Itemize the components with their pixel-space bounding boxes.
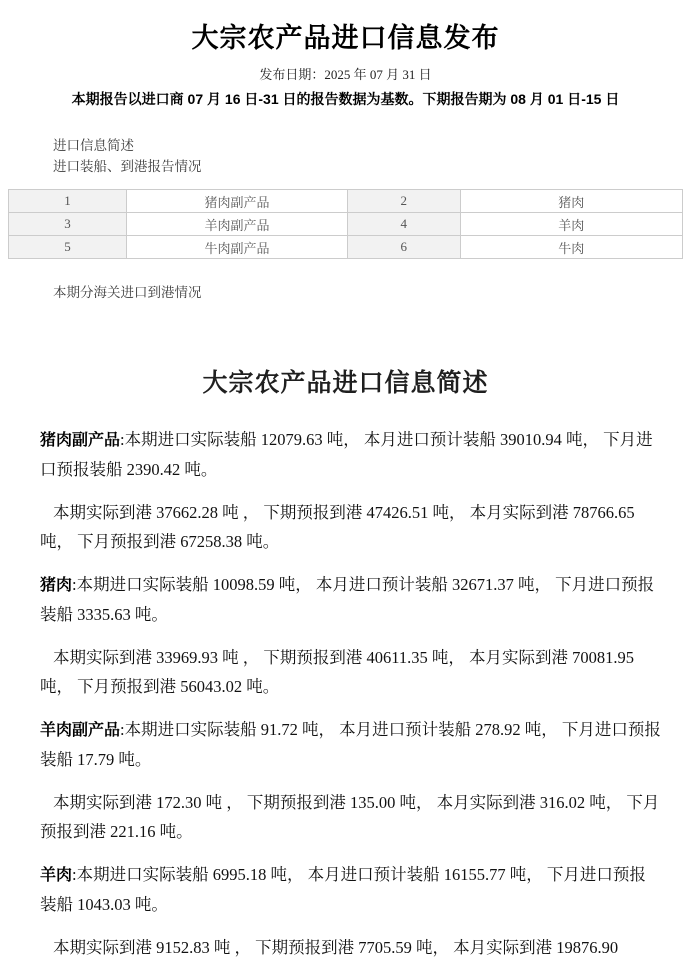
product-number-cell: 3 [9, 213, 127, 236]
product-number-cell: 5 [9, 236, 127, 259]
label-customs-arrival: 本期分海关进口到港情况 [53, 285, 202, 300]
table-row [9, 190, 683, 213]
paragraph-pork-arrival [40, 643, 661, 701]
summary-heading: 大宗农产品进口信息简述 [202, 370, 489, 397]
paragraph-text: :本期进口实际装船 91.72 吨， 本月进口预计装船 278.92 吨， 下月进口预报装船 17.79 吨。 [40, 720, 661, 769]
product-name-cell: 猪肉 [460, 190, 682, 213]
summary-paragraphs [40, 425, 661, 962]
product-lead: 猪肉副产品 [40, 432, 121, 449]
document-page [0, 16, 691, 962]
paragraph-text: :本期进口实际装船 12079.63 吨， 本月进口预计装船 39010.94 吨， 下月进口预报装船 2390.42 吨。 [40, 430, 653, 479]
paragraph-pork-shipping [40, 570, 661, 629]
publish-date: 发布日期：2025 年 07 月 31 日 [259, 67, 432, 82]
product-name-cell: 猪肉副产品 [126, 190, 347, 213]
table-row [9, 236, 683, 259]
paragraph-mutton-arrival [40, 933, 661, 962]
product-lead: 羊肉 [40, 867, 73, 884]
document-title: 大宗农产品进口信息发布 [191, 23, 500, 53]
section-labels [53, 135, 691, 177]
product-lead: 羊肉副产品 [40, 722, 121, 739]
label-shipping-arrival-report: 进口装船、到港报告情况 [53, 159, 202, 174]
paragraph-text: 本期实际到港 37662.28 吨 ， 下期预报到港 47426.51 吨， 本月实际到港 78766.65 吨， 下月预报到港 67258.38 吨。 [40, 503, 635, 551]
product-name-cell: 牛肉副产品 [126, 236, 347, 259]
paragraph-mutton-shipping [40, 860, 661, 919]
product-number-cell: 4 [348, 213, 461, 236]
paragraph-pork-byproduct-arrival [40, 498, 661, 556]
product-index-table [8, 189, 683, 259]
table-row [9, 213, 683, 236]
paragraph-text: :本期进口实际装船 6995.18 吨， 本月进口预计装船 16155.77 吨， 下月进口预报装船 1043.03 吨。 [40, 865, 646, 914]
product-number-cell: 2 [348, 190, 461, 213]
product-number-cell: 1 [9, 190, 127, 213]
product-name-cell: 羊肉副产品 [126, 213, 347, 236]
product-lead: 猪肉 [40, 577, 73, 594]
report-period-notice: 本期报告以进口商 07 月 16 日-31 日的报告数据为基数。下期报告期为 08 月 01 日-15 日 [71, 91, 620, 107]
paragraph-pork-byproduct-shipping [40, 425, 661, 484]
product-name-cell: 羊肉 [460, 213, 682, 236]
paragraph-text: 本期实际到港 9152.83 吨 ， 下期预报到港 7705.59 吨， 本月实际到港 19876.90 [53, 938, 619, 957]
paragraph-text: 本期实际到港 172.30 吨 ， 下期预报到港 135.00 吨， 本月实际到港 316.02 吨， 下月预报到港 221.16 吨。 [40, 793, 660, 841]
product-name-cell: 牛肉 [460, 236, 682, 259]
paragraph-text: 本期实际到港 33969.93 吨 ， 下期预报到港 40611.35 吨， 本月实际到港 70081.95 吨， 下月预报到港 56043.02 吨。 [40, 648, 635, 696]
label-import-summary: 进口信息简述 [53, 138, 134, 153]
paragraph-mutton-byproduct-arrival [40, 788, 661, 846]
product-number-cell: 6 [348, 236, 461, 259]
paragraph-mutton-byproduct-shipping [40, 715, 661, 774]
paragraph-text: :本期进口实际装船 10098.59 吨， 本月进口预计装船 32671.37 吨， 下月进口预报装船 3335.63 吨。 [40, 575, 655, 624]
